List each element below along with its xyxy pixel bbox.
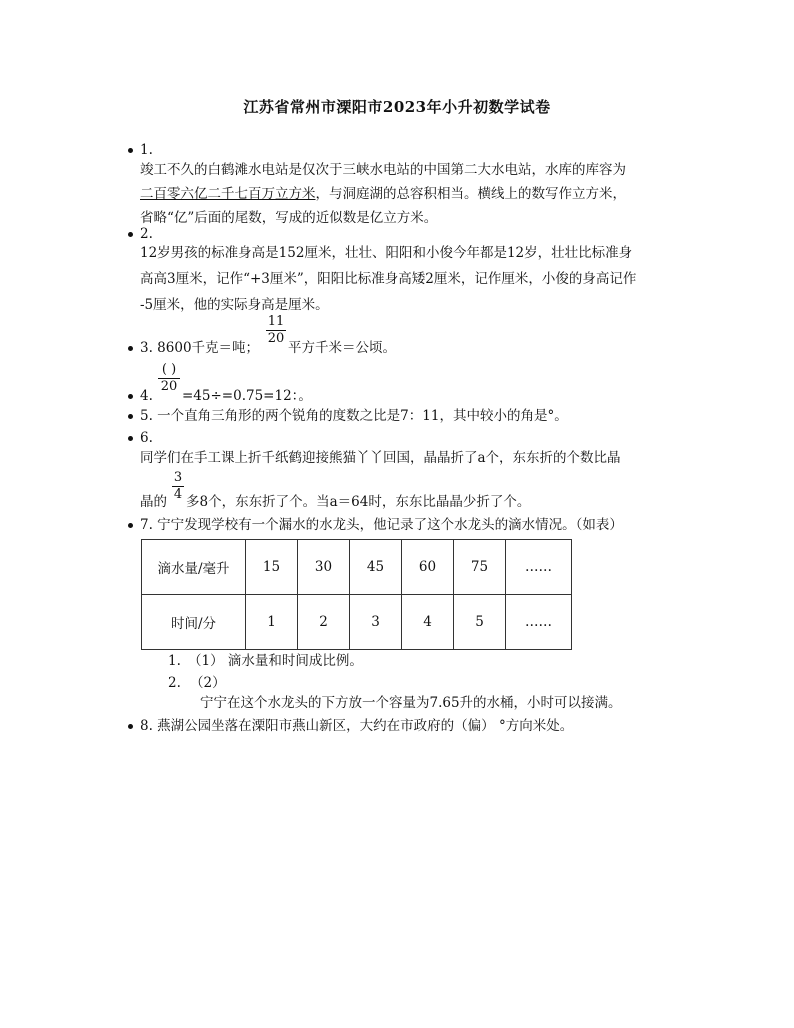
- question-text: 5. 一个直角三角形的两个锐角的度数之比是7：11，其中较小的角是°。: [140, 408, 568, 424]
- page-title: 江苏省常州市溧阳市2023年小升初数学试卷: [243, 98, 551, 116]
- question-text: =45÷=0.75=12：。: [182, 388, 312, 404]
- question-text: 晶的: [140, 494, 167, 510]
- table-cell: 3: [350, 595, 402, 650]
- fraction-denominator: 20: [160, 379, 178, 394]
- table-cell: ……: [506, 595, 572, 650]
- drip-table: [141, 539, 572, 650]
- question-line: 同学们在手工课上折千纸鹤迎接熊猫丫丫回国，晶晶折了a个，东东折的个数比晶: [140, 450, 621, 466]
- table-cell: 45: [350, 540, 402, 595]
- table-header-cell: 时间/分: [142, 595, 246, 650]
- bullet: [128, 523, 133, 528]
- question-number: 4.: [140, 388, 153, 404]
- fraction-denominator: 4: [173, 487, 183, 502]
- question-line: 省略“亿”后面的尾数，写成的近似数是亿立方米。: [140, 210, 438, 226]
- fraction: [266, 314, 286, 347]
- table-cell: ……: [506, 540, 572, 595]
- sub-question-number: 1.: [168, 653, 181, 669]
- table-cell: 60: [402, 540, 454, 595]
- table-cell: 15: [246, 540, 298, 595]
- sub-question-text: （1） 滴水量和时间成比例。: [188, 653, 363, 669]
- table-row: [142, 595, 572, 650]
- table-cell: 2: [298, 595, 350, 650]
- question-line: 12岁男孩的标准身高是152厘米，壮壮、阳阳和小俊今年都是12岁，壮壮比标准身: [140, 245, 633, 261]
- sub-question-number: 2.: [168, 675, 181, 691]
- question-text: 8. 燕湖公园坐落在溧阳市燕山新区，大约在市政府的（偏） °方向米处。: [140, 718, 574, 734]
- fraction-numerator: ( ): [158, 362, 180, 379]
- question-text: 多8个，东东折了个。当a＝64时，东东比晶晶少折了个。: [186, 494, 531, 510]
- question-number: 6.: [140, 430, 153, 446]
- question-text: 3. 8600千克＝吨；: [140, 340, 260, 356]
- fraction-denominator: 20: [267, 331, 285, 346]
- table-cell: 5: [454, 595, 506, 650]
- question-line: [140, 182, 626, 206]
- fraction: [172, 470, 184, 503]
- fraction: [158, 362, 180, 395]
- bullet: [128, 346, 133, 351]
- question-text: ，与洞庭湖的总容积相当。横线上的数写作立方米，: [315, 186, 626, 202]
- bullet: [128, 414, 133, 419]
- table-row: [142, 540, 572, 595]
- question-line: 高高3厘米，记作“+3厘米”，阳阳比标准身高矮2厘米，记作厘米，小俊的身高记作: [140, 271, 637, 287]
- bullet: [128, 148, 133, 153]
- table-cell: 75: [454, 540, 506, 595]
- table-cell: 30: [298, 540, 350, 595]
- table-cell: 1: [246, 595, 298, 650]
- bullet: [128, 724, 133, 729]
- bullet: [128, 394, 133, 399]
- table-header-cell: 滴水量/毫升: [142, 540, 246, 595]
- underlined-number: 二百零六亿二千七百万立方米: [140, 186, 316, 202]
- question-number: 2.: [140, 226, 153, 242]
- fraction-numerator: 11: [267, 314, 285, 329]
- bullet: [128, 232, 133, 237]
- question-text: 7. 宁宁发现学校有一个漏水的水龙头，他记录了这个水龙头的滴水情况。（如表）: [140, 517, 623, 533]
- table-cell: 4: [402, 595, 454, 650]
- bullet: [128, 436, 133, 441]
- sub-question-text: （2）: [190, 675, 226, 691]
- sub-question-text: 宁宁在这个水龙头的下方放一个容量为7.65升的水桶，小时可以接满。: [200, 695, 622, 711]
- question-text: 平方千米＝公顷。: [288, 340, 396, 356]
- question-number: 1.: [140, 142, 153, 158]
- question-line: -5厘米，他的实际身高是厘米。: [140, 297, 329, 313]
- question-line: 竣工不久的白鹤滩水电站是仅次于三峡水电站的中国第二大水电站，水库的库容为: [140, 162, 626, 178]
- fraction-numerator: 3: [173, 470, 183, 485]
